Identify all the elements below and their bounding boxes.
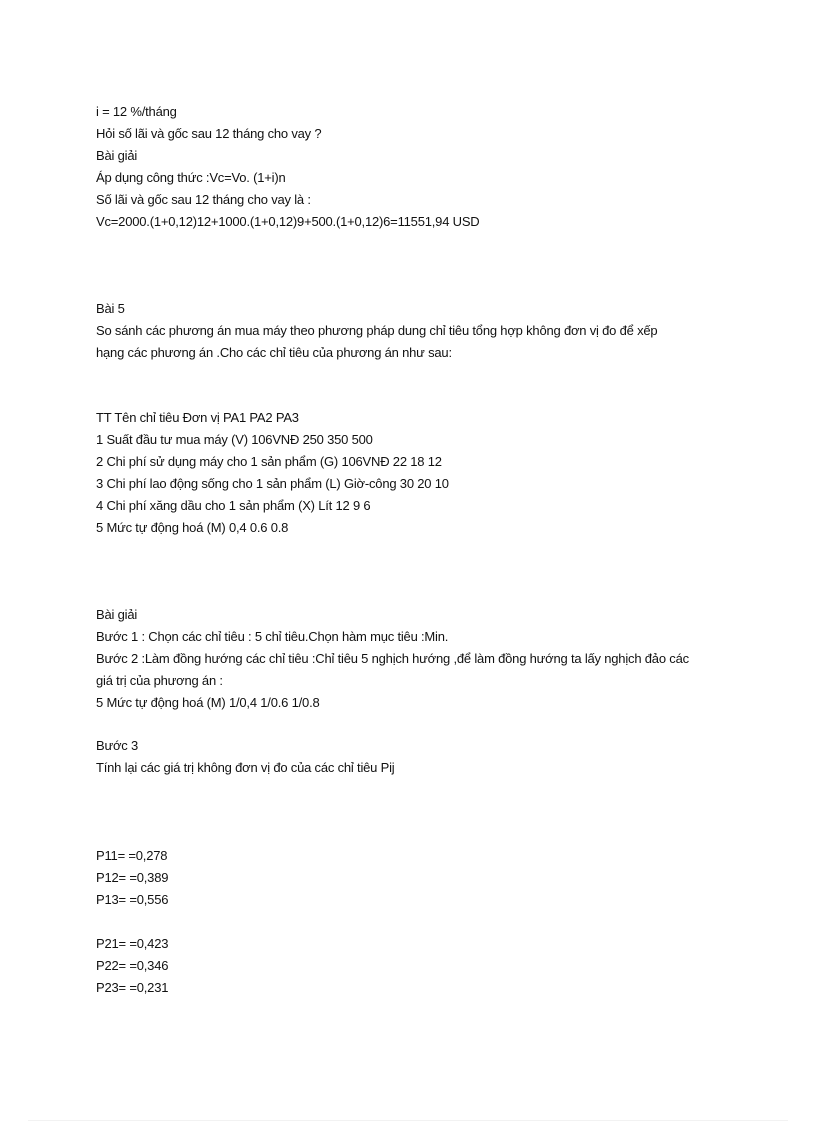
result-intro-line: Số lãi và gốc sau 12 tháng cho vay là : bbox=[96, 192, 311, 207]
step3-description: Tính lại các giá trị không đơn vị đo của các chỉ tiêu Pij bbox=[96, 760, 395, 775]
problem-line-1: So sánh các phương án mua máy theo phương pháp dung chỉ tiêu tổng hợp không đơn vị đo để xếp bbox=[96, 323, 658, 338]
result-p22: P22= =0,346 bbox=[96, 958, 169, 973]
page-bottom-divider bbox=[28, 1120, 788, 1121]
result-p13: P13= =0,556 bbox=[96, 892, 169, 907]
result-p12: P12= =0,389 bbox=[96, 870, 169, 885]
result-p21: P21= =0,423 bbox=[96, 936, 169, 951]
step1-line: Bước 1 : Chọn các chỉ tiêu : 5 chỉ tiêu.Chọn hàm mục tiêu :Min. bbox=[96, 629, 449, 644]
step2-line-2: giá trị của phương án : bbox=[96, 673, 223, 688]
table-header-row: TT Tên chỉ tiêu Đơn vị PA1 PA2 PA3 bbox=[96, 410, 299, 425]
result-line: Vc=2000.(1+0,12)12+1000.(1+0,12)9+500.(1+0,12)6=11551,94 USD bbox=[96, 214, 480, 229]
table-row: 5 Mức tự động hoá (M) 0,4 0.6 0.8 bbox=[96, 520, 289, 535]
interest-rate-line: i = 12 %/tháng bbox=[96, 104, 177, 119]
solution-heading-2: Bài giải bbox=[96, 607, 138, 622]
solution-heading: Bài giải bbox=[96, 148, 138, 163]
table-row: 1 Suất đầu tư mua máy (V) 106VNĐ 250 350 500 bbox=[96, 432, 373, 447]
table-row: 2 Chi phí sử dụng máy cho 1 sản phẩm (G) 106VNĐ 22 18 12 bbox=[96, 454, 442, 469]
table-row: 4 Chi phí xăng dầu cho 1 sản phẩm (X) Lít 12 9 6 bbox=[96, 498, 371, 513]
step3-title: Bước 3 bbox=[96, 738, 139, 753]
result-p11: P11= =0,278 bbox=[96, 848, 168, 863]
step2-line-3: 5 Mức tự động hoá (M) 1/0,4 1/0.6 1/0.8 bbox=[96, 695, 320, 710]
table-row: 3 Chi phí lao động sống cho 1 sản phẩm (L) Giờ-công 30 20 10 bbox=[96, 476, 449, 491]
question-line: Hỏi số lãi và gốc sau 12 tháng cho vay ? bbox=[96, 126, 322, 141]
problem-line-2: hạng các phương án .Cho các chỉ tiêu của phương án như sau: bbox=[96, 345, 452, 360]
result-p23: P23= =0,231 bbox=[96, 980, 169, 995]
step2-line-1: Bước 2 :Làm đồng hướng các chỉ tiêu :Chỉ tiêu 5 nghịch hướng ,để làm đồng hướng ta lấy nghịch đảo các bbox=[96, 651, 689, 666]
formula-line: Áp dụng công thức :Vc=Vo. (1+i)n bbox=[96, 170, 286, 185]
exercise-title: Bài 5 bbox=[96, 301, 125, 316]
